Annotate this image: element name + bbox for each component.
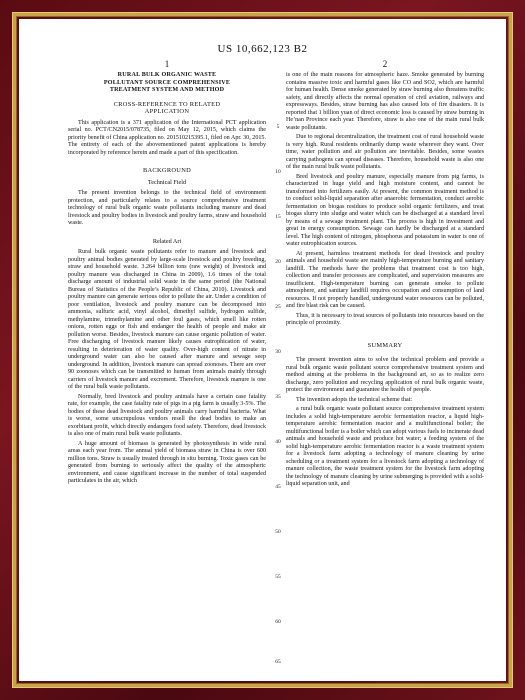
line-number: 25 <box>275 304 281 310</box>
right-column <box>286 59 484 491</box>
column-number: 1 <box>164 59 170 69</box>
patent-number: US 10,662,123 B2 <box>217 43 308 55</box>
paragraph: Rural bulk organic waste pollutants refer to manure and livestock and poultry animal bodies generated by large-scale livestock and poultry breeding, straw and household waste. 3.264 billion tons (raw weight) of livestock and poultry manure was discharged in China in 2009), 1.6 times of the total discharge amount of industrial solid waste in the same period (the National Bureau of Statistics of the People’s Republic of China, 2010). Livestock and poultry manure can generate serious odor to pollute the air. Under a condition of poor ventilation, livestock and poultry manure can be decomposed into ammonia, sulfuric acid, vinyl alcohol, dimethyl sulfide, hydrogen sulfide, methylamine, trimethylamine and other foul gases, which smell like rotten onions, rotten eggs or fish and endanger the health of people and make air pollution worse. Besides, livestock manure can cause organic pollution of water. Free discharging of livestock manure likely causes eutrophication of water, resulting in deterioration of water quality. Over-high content of nitrate in underground water can also be caused after manure and sewage seep underground. In addition, livestock manure can spread zoonoses. There are over 90 zoonoses which can be transmitted to human from animals mainly through carriers of livestock manure and excrement. Therefore, livestock manure is one of the rural bulk waste pollutants. <box>68 249 266 390</box>
line-number: 10 <box>275 169 281 175</box>
technical-field-heading: Technical Field <box>147 178 187 186</box>
title-line: RURAL BULK ORGANIC WASTE <box>117 72 217 78</box>
line-number: 50 <box>275 529 281 535</box>
line-number: 20 <box>275 259 281 265</box>
paragraph: At present, harmless treatment methods for dead livestock and poultry animals and household waste are mainly high-temperature burning and sanitary landfill. The methods have the problems that treatment cost is too high, collection and transfer processes are complicated, and supervision measures are insufficient. High-temperature burning can generate smoke to pollute atmosphere, and sanitary landfill requires occupation and consumption of land resources. If not properly handled, underground water resources can be polluted, and fire blast risk can be caused. <box>286 250 484 309</box>
crossref-heading: CROSS-REFERENCE TO RELATED APPLICATION <box>113 100 221 115</box>
line-number: 35 <box>275 394 281 400</box>
document-title <box>68 72 266 95</box>
line-number: 65 <box>275 659 281 665</box>
paragraph: is one of the main reasons for atmospheric haze. Smoke generated by burning contains massive toxic and harmful gases like CO and SO2, which are harmful for human health. Dense smoke generated by straw burning also threatens traffic safety, and directly affects the normal operation of civil aviation, railways and expressways. Besides, straw burning has also caused lots of fire disasters. It is reported that 1 billion yuan of direct economic loss is caused by straw burning in He’nan Province each year. Therefore, straw is also one of the main rural bulk waste pollutants. <box>286 72 484 131</box>
related-art-heading: Related Art <box>152 237 182 245</box>
title-line: POLLUTANT SOURCE COMPREHENSIVE <box>103 79 231 86</box>
column-number: 2 <box>382 59 388 69</box>
line-number: 15 <box>275 214 281 220</box>
crossref-paragraph: This application is a 371 application of the International PCT application serial no. PCT/CN2015/078735, filed on May 12, 2015, which claims the priority benefit of China application no. 201510215395.1, filed on Apr. 30, 2015. The entirety of each of the abovementioned patent applications is hereby incorporated by reference herein and made a part of this specification. <box>68 119 266 156</box>
paragraph: Thus, it is necessary to treat sources of pollutants into resources based on the principle of proximity. <box>286 312 484 326</box>
line-number: 40 <box>275 439 281 445</box>
line-number: 5 <box>276 124 280 130</box>
paragraph: Normally, bred livestock and poultry animals have a certain case fatality rate, for example, the case fatality rate of pigs in a pig farm is usually 3-5%. The bodies of these dead livestock and poultry animals carry harmful bacteria. What is worse, some unscrupulous vendors resell the dead bodies to make an exorbitant profit, which directly endangers food safety. Therefore, dead livestock is also one of main rural bulk waste pollutants. <box>68 393 266 437</box>
line-number: 60 <box>275 619 281 625</box>
paragraph: The present invention aims to solve the technical problem and provide a rural bulk organic waste pollutant source comprehensive treatment system and method aiming at the problems in the background art, so as to realize zero discharge, zero pollution and recycling application of rural bulk organic waste, protect the environment and guarantee the health of people. <box>286 357 484 393</box>
line-number: 30 <box>275 349 281 355</box>
paragraph: Due to regional decentralization, the treatment cost of rural household waste is very high. Rural residents ordinarily dump waste wherever they want. Over time, water pollution and air pollution are inevitable. Besides, some wastes carrying pathogens can spread diseases. Therefore, household waste is also one of the main rural bulk waste pollutants. <box>286 134 484 170</box>
background-heading: BACKGROUND <box>142 167 192 174</box>
left-column <box>68 59 266 488</box>
summary-heading: SUMMARY <box>367 341 403 349</box>
line-number: 55 <box>275 574 281 580</box>
title-line: TREATMENT SYSTEM AND METHOD <box>109 87 225 93</box>
paragraph: The invention adopts the technical scheme that: <box>296 396 413 403</box>
paragraph: a rural bulk organic waste pollutant source comprehensive treatment system includes a solid high-temperature aerobic fermentation reactor, a liquid high-temperature aerobic fermentation reactor and a multifunctional boiler; the multifunctional boiler is a boiler which can adopt various fuels to incinerate dead animals and household waste and produce hot water; a feeding system of the solid high-temperature aerobic fermentation reactor is a waste treatment system for a livestock farm adopting a technology of manure cleaning by urine scheduling or a treatment system for a livestock farm adopting a technology of manure collection, the waste treatment system for the livestock farm adopting the technology of manure cleaning by urine submerging is provided with a solid-liquid separation unit, and <box>286 406 484 487</box>
patent-page <box>19 19 506 681</box>
technical-field-paragraph: The present invention belongs to the technical field of environment protection, and particularly relates to a source comprehensive treatment technology of rural bulk organic waste pollutants including manure and dead livestock and poultry bodies in livestock and poultry farms, straw and household waste. <box>68 190 266 226</box>
line-number: 45 <box>275 484 281 490</box>
paragraph: Bred livestock and poultry manure, especially manure from pig farms, is characterized in huge yield and high moisture content, and cannot be transformed into fertilizers easily. At present, the common treatment method is to conduct solid-liquid separation after anaerobic fermentation, conduct aerobic fermentation on biogas residues to produce solid organic fertilizers, and treat biogas slurry into sludge and water which can be discharged at a standard level by means of a sewage treatment plant. The process is high in investment and great in energy consumption. Sewage can hardly be discharged at a standard level. The high content of nitrogen, phosphorus and potassium in water is one of water eutrophication sources. <box>286 173 484 247</box>
paragraph: A huge amount of biomass is generated by photosynthesis in wide rural areas each year from. The annual yield of biomass straw in China is over 600 million tons. Straw is usually treated through in situ burning. Toxic gases can be generated from burning to seriously affect the quality of the atmospheric environment, and cause significant increase in the number of total suspended particulates in the air, which <box>68 440 266 484</box>
